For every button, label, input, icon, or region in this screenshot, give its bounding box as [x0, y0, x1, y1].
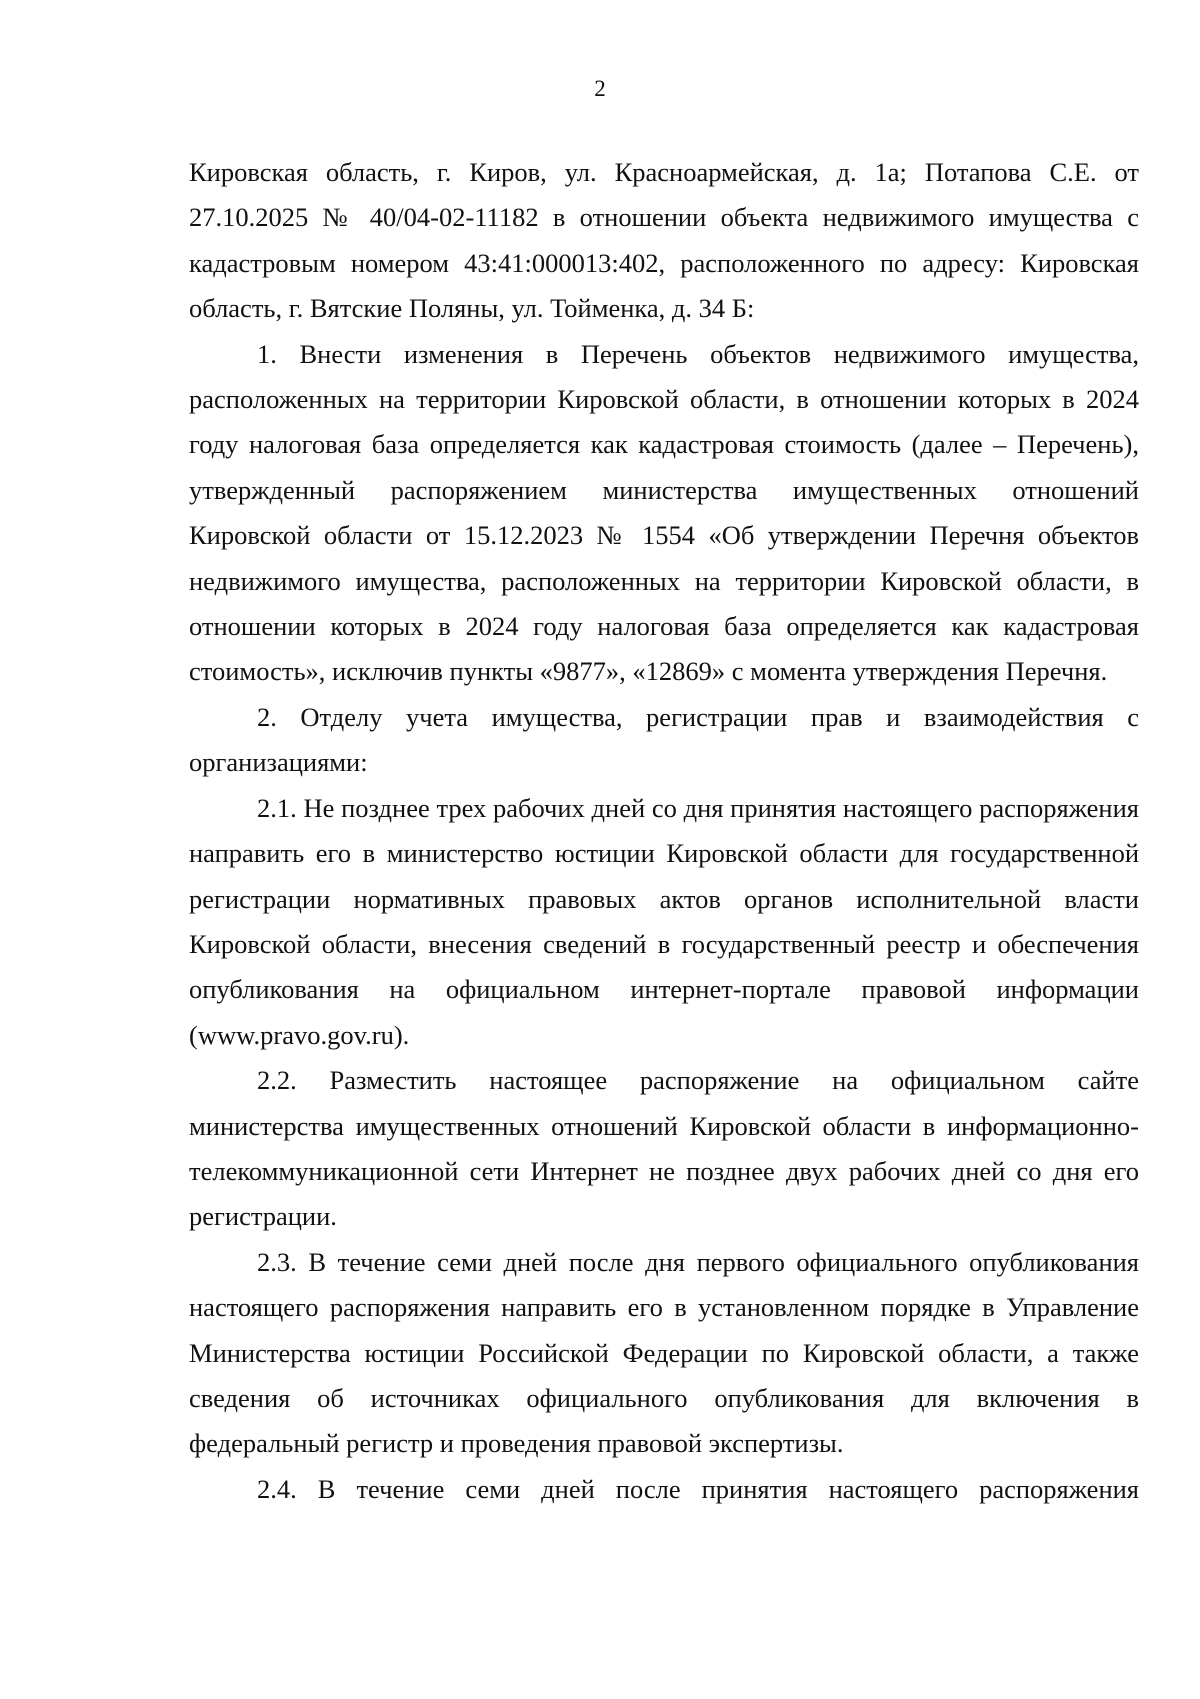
paragraph-item-2-1: 2.1. Не позднее трех рабочих дней со дня принятия настоящего распоряжения направить его в министерство юстиции Кировской области для государственной регистрации нормативных правовых актов органов исполнительной власти Кировской области, внесения сведений в государственный реестр и обеспечения опубликования на официальном интернет-портале правовой информации (www.pravo.gov.ru). [189, 792, 1139, 1050]
paragraph-item-2-4: 2.4. В течение семи дней после принятия настоящего распоряжения [257, 1473, 1139, 1504]
document-body [189, 150, 1139, 1512]
paragraph-item-1: 1. Внести изменения в Перечень объектов недвижимого имущества, расположенных на территории Кировской области, в отношении которых в 2024 году налоговая база определяется как кадастровая стоимость (далее – Перечень), утвержденный распоряжением министерства имущественных отношений Кировской области от 15.12.2023 № 1554 «Об утверждении Перечня объектов недвижимого имущества, расположенных на территории Кировской области, в отношении которых в 2024 году налоговая база определяется как кадастровая стоимость», исключив пункты «9877», «12869» с момента утверждения Перечня. [189, 338, 1139, 687]
paragraph-item-2-2: 2.2. Разместить настоящее распоряжение на официальном сайте министерства имущественных отношений Кировской области в информационно-телекоммуникационной сети Интернет не позднее двух рабочих дней со дня его регистрации. [189, 1065, 1139, 1232]
paragraph-item-2-3: 2.3. В течение семи дней после дня первого официального опубликования настоящего распоряжения направить его в установленном порядке в Управление Министерства юстиции Российской Федерации по Кировской области, а также сведения об источниках официального опубликования для включения в федеральный регистр и проведения правовой экспертизы. [189, 1246, 1139, 1459]
page-number: 2 [594, 76, 606, 101]
paragraph-continuation: Кировская область, г. Киров, ул. Красноармейская, д. 1а; Потапова С.Е. от 27.10.2025 № 40/04-02-11182 в отношении объекта недвижимого имущества с кадастровым номером 43:41:000013:402, расположенного по адресу: Кировская область, г. Вятские Поляны, ул. Тойменка, д. 34 Б: [189, 157, 1139, 324]
paragraph-item-2: 2. Отделу учета имущества, регистрации прав и взаимодействия с организациями: [189, 701, 1139, 778]
